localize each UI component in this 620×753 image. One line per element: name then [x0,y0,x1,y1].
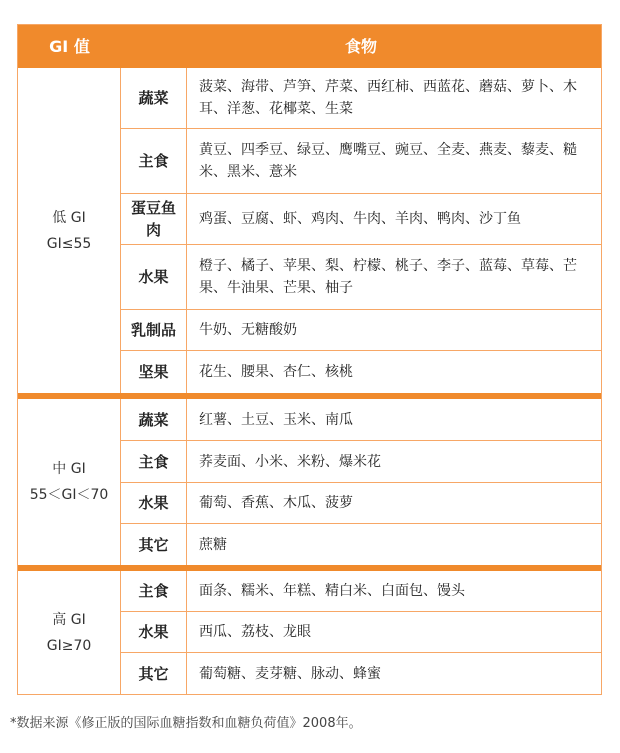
table-row [121,129,601,194]
category-cell: 其它 [121,653,187,694]
table-row [121,351,601,393]
table-row [121,194,601,245]
category-cell: 蔬菜 [121,68,187,128]
gi-food-table [17,24,602,695]
food-cell: 面条、糯米、年糕、精白米、白面包、馒头 [199,583,465,599]
table-row [121,399,601,441]
table-row [121,483,601,524]
table-header [18,25,601,68]
food-cell: 黄豆、四季豆、绿豆、鹰嘴豆、豌豆、全麦、燕麦、藜麦、糙米、黑米、薏米 [199,142,577,180]
category-cell: 水果 [121,612,187,652]
gi-group-range: GI≥70 [46,637,92,654]
table-row [121,653,601,694]
food-cell: 葡萄、香蕉、木瓜、菠萝 [199,495,353,511]
food-cell: 西瓜、荔枝、龙眼 [199,624,311,640]
category-cell: 其它 [121,524,187,565]
category-cell: 主食 [121,571,187,611]
food-cell: 橙子、橘子、苹果、梨、柠檬、桃子、李子、蓝莓、草莓、芒果、牛油果、芒果、柚子 [199,258,577,296]
gi-group-range: GI≤55 [46,235,92,252]
category-cell: 坚果 [121,351,187,393]
food-cell: 鸡蛋、豆腐、虾、鸡肉、牛肉、羊肉、鸭肉、沙丁鱼 [199,211,521,227]
gi-group-name: 高 GI [52,611,86,628]
category-cell: 水果 [121,483,187,523]
category-cell: 乳制品 [121,310,187,350]
source-footnote: *数据来源《修正版的国际血糖指数和血糖负荷值》2008年。 [10,716,362,731]
gi-group-name: 中 GI [52,461,86,477]
gi-group-range: 55＜GI＜70 [29,487,109,503]
category-cell: 蛋豆鱼肉 [121,194,187,244]
table-row [121,68,601,129]
gi-group-name: 低 GI [52,209,86,226]
table-row [121,245,601,310]
header-food: 食物 [344,37,377,56]
gi-group-high [18,571,121,694]
category-cell: 主食 [121,441,187,482]
food-cell: 荞麦面、小米、米粉、爆米花 [199,453,381,470]
food-cell: 花生、腰果、杏仁、核桃 [199,364,353,380]
category-cell: 主食 [121,129,187,193]
table-row [121,310,601,351]
gi-group-low [18,68,121,393]
food-cell: 菠菜、海带、芦笋、芹菜、西红柿、西蓝花、蘑菇、萝卜、木耳、洋葱、花椰菜、生菜 [199,79,577,117]
table-row [121,524,601,565]
table-row [121,571,601,612]
food-cell: 牛奶、无糖酸奶 [199,322,297,338]
food-cell: 葡萄糖、麦芽糖、脉动、蜂蜜 [199,665,381,682]
category-cell: 水果 [121,245,187,309]
category-cell: 蔬菜 [121,399,187,440]
food-cell: 红薯、土豆、玉米、南瓜 [199,411,353,428]
food-cell: 蔗糖 [199,536,227,553]
table-row [121,612,601,653]
gi-group-medium [18,399,121,565]
header-gi: GI 值 [49,37,90,56]
table-row [121,441,601,483]
